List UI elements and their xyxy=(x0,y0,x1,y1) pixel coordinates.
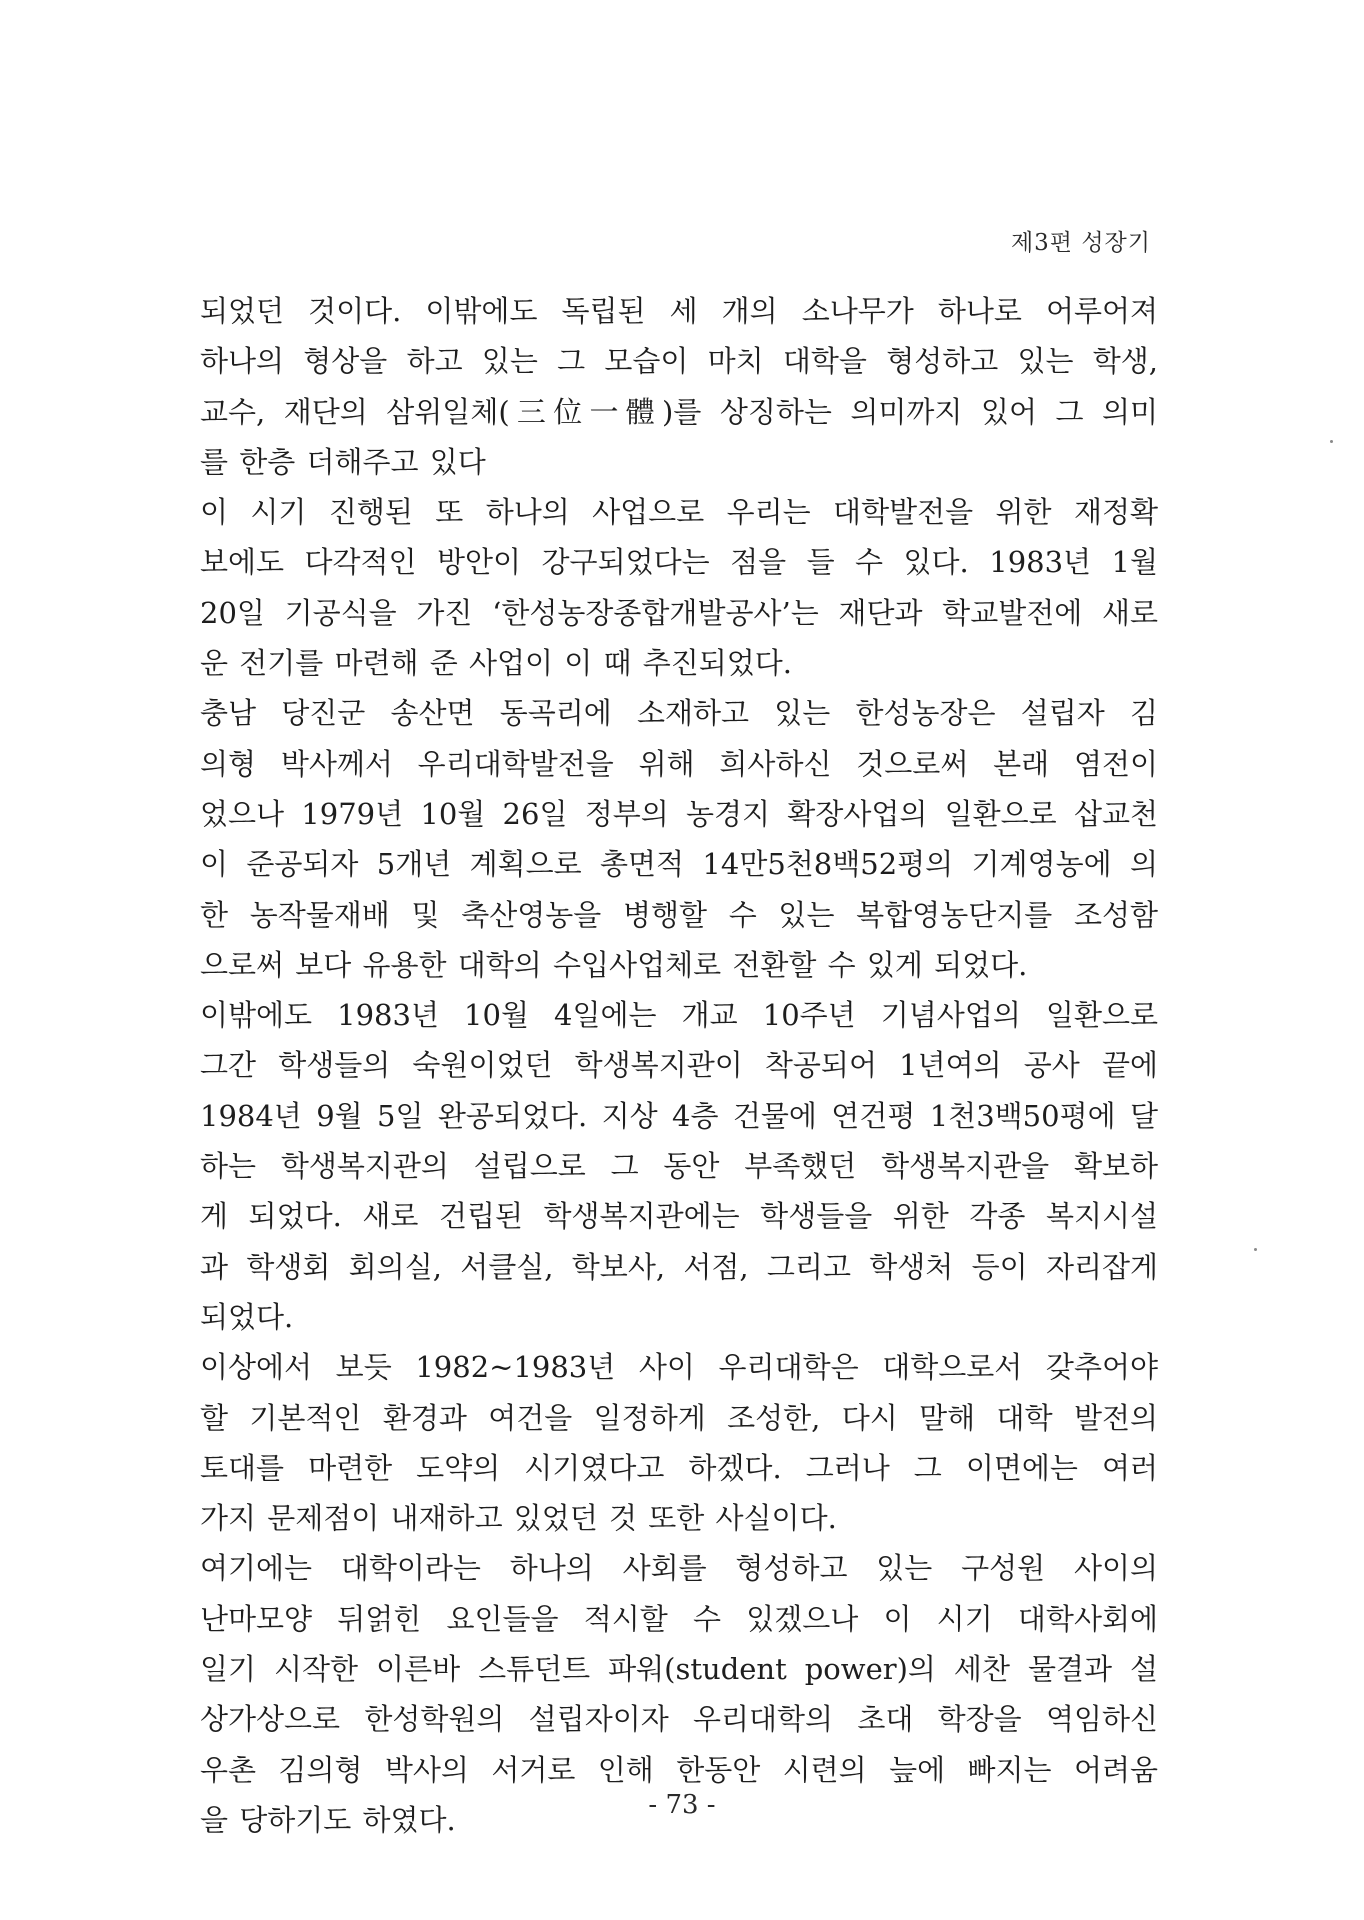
text-line: 1984년 9월 5일 완공되었다. 지상 4층 건물에 연건평 1천3백50평에 달 xyxy=(200,1098,1158,1133)
text-line: 게 되었다. 새로 건립된 학생복지관에는 학생들을 위한 각종 복지시설 xyxy=(200,1199,1158,1234)
text-line: 었으나 1979년 10월 26일 정부의 농경지 확장사업의 일환으로 삽교천 xyxy=(200,796,1158,831)
text-line: 그간 학생들의 숙원이었던 학생복지관이 착공되어 1년여의 공사 끝에 xyxy=(200,1048,1158,1083)
text-line: 이 시기 진행된 또 하나의 사업으로 우리는 대학발전을 위한 재정확 xyxy=(200,495,1158,530)
text-line: 과 학생회 회의실, 서클실, 학보사, 서점, 그리고 학생처 등이 자리잡게 xyxy=(200,1249,1158,1284)
text-line: 하는 학생복지관의 설립으로 그 동안 부족했던 학생복지관을 확보하 xyxy=(200,1149,1158,1184)
text-line: 난마모양 뒤얽힌 요인들을 적시할 수 있겠으나 이 시기 대학사회에 xyxy=(200,1601,1158,1636)
text-line: 운 전기를 마련해 준 사업이 이 때 추진되었다. xyxy=(200,646,792,681)
text-line: 충남 당진군 송산면 동곡리에 소재하고 있는 한성농장은 설립자 김 xyxy=(200,696,1158,731)
scan-speck xyxy=(1254,1248,1257,1251)
text-line: 교수, 재단의 삼위일체(三位一體)를 상징하는 의미까지 있어 그 의미 xyxy=(200,394,1158,429)
scan-speck xyxy=(1330,440,1333,443)
page-header: 제3편 성장기 xyxy=(1010,230,1151,256)
text-line: 보에도 다각적인 방안이 강구되었다는 점을 들 수 있다. 1983년 1월 xyxy=(200,545,1158,580)
text-line: 되었다. xyxy=(200,1299,294,1334)
text-line: 를 한층 더해주고 있다 xyxy=(200,444,486,479)
text-line: 이상에서 보듯 1982~1983년 사이 우리대학은 대학으로서 갖추어야 xyxy=(200,1350,1158,1385)
text-line: 하나의 형상을 하고 있는 그 모습이 마치 대학을 형성하고 있는 학생, xyxy=(200,344,1158,379)
text-line: 일기 시작한 이른바 스튜던트 파워(student power)의 세찬 물결과 설 xyxy=(200,1652,1158,1687)
page-number: - 73 - xyxy=(648,1790,716,1820)
text-line: 여기에는 대학이라는 하나의 사회를 형성하고 있는 구성원 사이의 xyxy=(200,1551,1158,1586)
text-line: 20일 기공식을 가진 ‘한성농장종합개발공사’는 재단과 학교발전에 새로 xyxy=(200,595,1158,630)
text-line: 상가상으로 한성학원의 설립자이자 우리대학의 초대 학장을 역임하신 xyxy=(200,1702,1158,1737)
text-line: 으로써 보다 유용한 대학의 수입사업체로 전환할 수 있게 되었다. xyxy=(200,947,1028,982)
text-line: 우촌 김의형 박사의 서거로 인해 한동안 시련의 늪에 빠지는 어려움 xyxy=(200,1752,1158,1787)
text-line: 의형 박사께서 우리대학발전을 위해 희사하신 것으로써 본래 염전이 xyxy=(200,746,1158,781)
text-line: 할 기본적인 환경과 여건을 일정하게 조성한, 다시 말해 대학 발전의 xyxy=(200,1400,1158,1435)
text-line: 이밖에도 1983년 10월 4일에는 개교 10주년 기념사업의 일환으로 xyxy=(200,998,1158,1033)
text-line: 을 당하기도 하였다. xyxy=(200,1802,456,1837)
text-line: 되었던 것이다. 이밖에도 독립된 세 개의 소나무가 하나로 어루어져 xyxy=(200,294,1158,328)
text-line: 이 준공되자 5개년 계획으로 총면적 14만5천8백52평의 기계영농에 의 xyxy=(200,847,1158,882)
body-text xyxy=(200,286,1158,1845)
text-line: 가지 문제점이 내재하고 있었던 것 또한 사실이다. xyxy=(200,1501,837,1536)
text-line: 토대를 마련한 도약의 시기였다고 하겠다. 그러나 그 이면에는 여러 xyxy=(200,1450,1158,1485)
text-line: 한 농작물재배 및 축산영농을 병행할 수 있는 복합영농단지를 조성함 xyxy=(200,897,1158,932)
